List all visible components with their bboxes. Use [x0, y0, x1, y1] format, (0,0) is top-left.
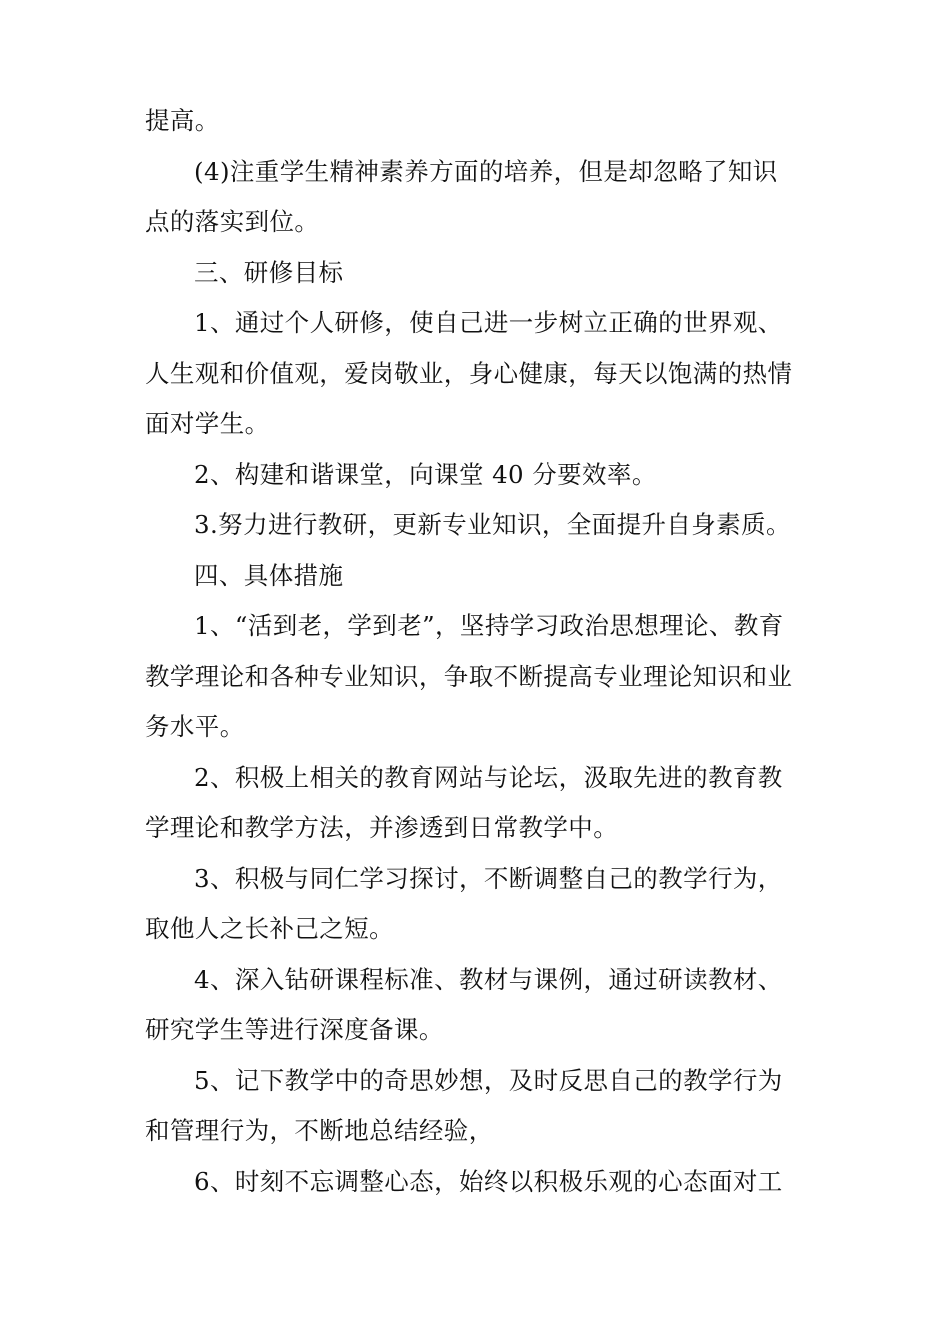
- text-line: 5、记下教学中的奇思妙想，及时反思自己的教学行为: [194, 1065, 783, 1095]
- paragraph-goal-1: [145, 298, 810, 450]
- paragraph-goal-3: [145, 500, 810, 551]
- paragraph-measure-2: [145, 753, 810, 854]
- heading-text: 四、具体措施: [194, 560, 344, 590]
- text-line: 6、时刻不忘调整心态，始终以积极乐观的心态面对工: [194, 1166, 783, 1196]
- text-line: 提高。: [145, 106, 220, 135]
- text-line: 3.努力进行教研，更新专业知识，全面提升自身素质。: [194, 510, 791, 539]
- paragraph-item-4: [145, 147, 810, 248]
- text-line: 和管理行为，不断地总结经验，: [145, 1116, 494, 1145]
- paragraph-measure-3: [145, 854, 810, 955]
- document-body: [145, 96, 810, 1207]
- text-line: 点的落实到位。: [145, 207, 320, 236]
- text-line: 2、积极上相关的教育网站与论坛，汲取先进的教育教: [194, 762, 783, 792]
- paragraph-continuation: [145, 96, 810, 147]
- text-line: 2、构建和谐课堂，向课堂 40 分要效率。: [194, 459, 657, 489]
- section-heading-goals: [145, 248, 810, 299]
- paragraph-goal-2: [145, 450, 810, 501]
- text-line: 面对学生。: [145, 409, 270, 438]
- text-line: 教学理论和各种专业知识，争取不断提高专业理论知识和业: [145, 661, 793, 691]
- heading-text: 三、研修目标: [194, 257, 344, 287]
- text-line: 4、深入钻研课程标准、教材与课例，通过研读教材、: [194, 964, 783, 994]
- paragraph-measure-6: [145, 1157, 810, 1208]
- section-heading-measures: [145, 551, 810, 602]
- paragraph-measure-5: [145, 1056, 810, 1157]
- text-line: 学理论和教学方法，并渗透到日常教学中。: [145, 813, 619, 842]
- paragraph-measure-1: [145, 601, 810, 753]
- text-line: 务水平。: [145, 712, 245, 741]
- text-line: 1、通过个人研修，使自己进一步树立正确的世界观、: [194, 308, 783, 337]
- text-line: 研究学生等进行深度备课。: [145, 1015, 444, 1044]
- text-line: 3、积极与同仁学习探讨，不断调整自己的教学行为，: [194, 863, 783, 893]
- text-line: 取他人之长补己之短。: [145, 914, 394, 943]
- text-line: 人生观和价值观，爱岗敬业，身心健康，每天以饱满的热情: [145, 358, 793, 388]
- text-line: 1、“活到老，学到老”，坚持学习政治思想理论、教育: [194, 611, 784, 640]
- paragraph-measure-4: [145, 955, 810, 1056]
- text-line: (4)注重学生精神素养方面的培养，但是却忽略了知识: [194, 156, 778, 186]
